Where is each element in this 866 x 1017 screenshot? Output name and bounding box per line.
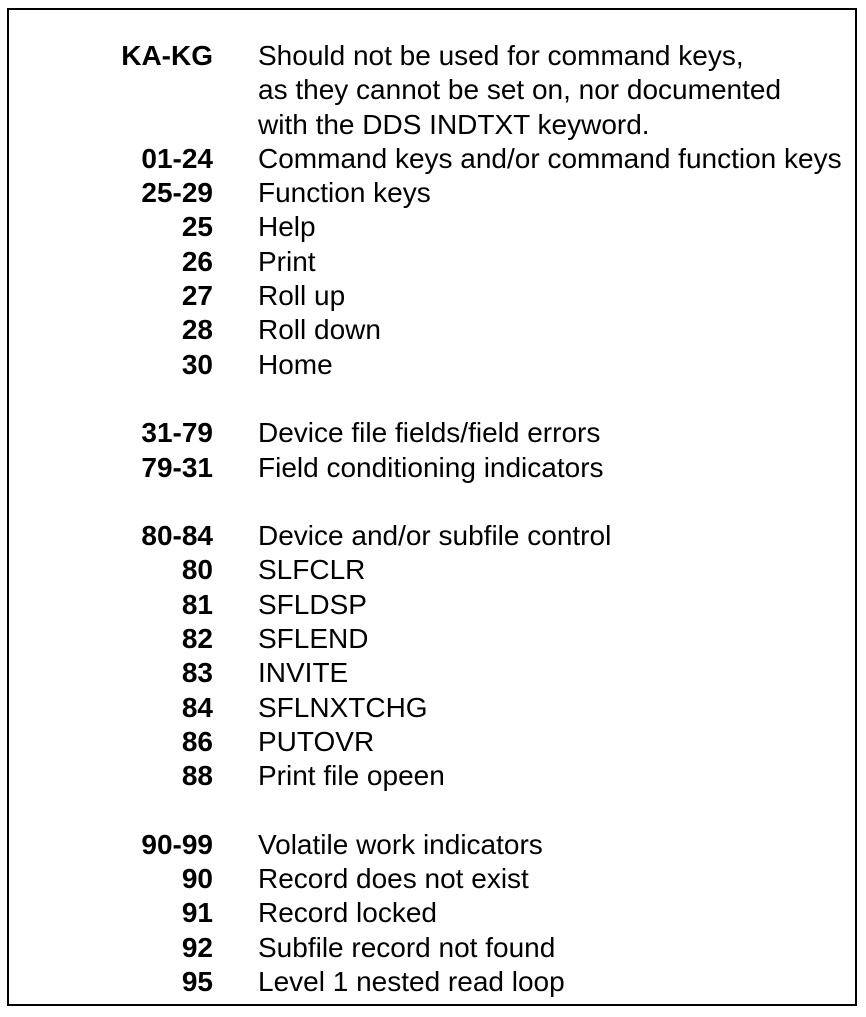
indicator-code: 80-84 <box>141 520 213 552</box>
indicator-row <box>0 313 866 347</box>
indicator-code <box>0 382 213 416</box>
indicator-description: SLFCLR <box>258 554 366 586</box>
indicator-code: 84 <box>181 691 213 723</box>
indicator-code: 90 <box>181 863 213 895</box>
indicator-row <box>0 176 866 210</box>
indicator-row <box>0 691 866 725</box>
indicator-code: 88 <box>181 760 213 792</box>
indicator-description: Help <box>258 211 316 243</box>
indicator-row <box>0 725 866 759</box>
indicator-code <box>0 794 213 828</box>
indicator-row <box>0 416 866 450</box>
indicator-description: SFLEND <box>258 623 369 655</box>
indicator-description: Record does not exist <box>258 863 529 895</box>
indicator-description: Should not be used for command keys, <box>258 40 744 71</box>
indicator-code: 86 <box>181 725 213 757</box>
indicator-row <box>0 588 866 622</box>
indicator-code: 25 <box>181 211 213 243</box>
indicator-description: SFLDSP <box>258 588 367 620</box>
indicator-description: Level 1 nested read loop <box>258 966 565 998</box>
indicator-code: 92 <box>181 931 213 963</box>
indicator-code: 30 <box>181 348 213 380</box>
indicator-description: with the DDS INDTXT keyword. <box>258 108 650 140</box>
indicator-row <box>0 828 866 862</box>
indicator-row <box>0 519 866 553</box>
indicator-row <box>0 896 866 930</box>
spacer-row <box>0 794 866 828</box>
indicator-code: 31-79 <box>141 417 213 449</box>
indicator-description <box>213 794 258 828</box>
indicator-row <box>0 39 866 73</box>
indicator-code: 80 <box>181 554 213 586</box>
indicator-description: Device file fields/field errors <box>258 417 601 449</box>
indicator-code: 27 <box>181 280 213 312</box>
indicator-code: 79-31 <box>141 451 213 483</box>
indicator-row <box>0 931 866 965</box>
indicator-code: 83 <box>181 657 213 689</box>
indicator-description: as they cannot be set on, nor documented <box>258 74 782 106</box>
spacer-row <box>0 382 866 416</box>
indicator-code: 01-24 <box>141 142 213 174</box>
indicator-code <box>0 108 213 142</box>
indicator-code <box>0 73 213 107</box>
indicator-row <box>0 622 866 656</box>
indicator-code: 28 <box>181 314 213 346</box>
indicator-row <box>0 451 866 485</box>
indicator-code: 25-29 <box>141 177 213 209</box>
indicator-description: Command keys and/or command function keys <box>258 142 842 174</box>
indicator-code: 91 <box>181 897 213 929</box>
indicator-row <box>0 210 866 244</box>
indicator-description: Print <box>258 245 316 277</box>
indicator-description: Device and/or subfile control <box>258 520 612 552</box>
indicator-description: Roll down <box>258 314 381 346</box>
indicator-row <box>0 965 866 999</box>
indicator-code: 26 <box>181 245 213 277</box>
indicator-row <box>0 245 866 279</box>
indicator-list <box>0 39 866 999</box>
indicator-description: Home <box>258 348 333 380</box>
indicator-description: PUTOVR <box>258 725 375 757</box>
indicator-description <box>213 382 258 416</box>
indicator-description: Field conditioning indicators <box>258 451 604 483</box>
indicator-code: 90-99 <box>141 828 213 860</box>
indicator-description: Record locked <box>258 897 437 929</box>
indicator-row <box>0 656 866 690</box>
indicator-code: KA-KG <box>121 40 213 71</box>
indicator-code <box>0 485 213 519</box>
indicator-description: Print file opeen <box>258 760 445 792</box>
indicator-description: Subfile record not found <box>258 931 556 963</box>
indicator-row <box>0 553 866 587</box>
indicator-code: 95 <box>181 966 213 998</box>
indicator-row-continuation <box>0 108 866 142</box>
indicator-description: Function keys <box>258 177 431 209</box>
indicator-row <box>0 759 866 793</box>
indicator-description: Roll up <box>258 280 346 312</box>
indicator-description: INVITE <box>258 657 349 689</box>
indicator-description <box>213 485 258 519</box>
indicator-row-continuation <box>0 73 866 107</box>
indicator-code: 82 <box>181 623 213 655</box>
indicator-row <box>0 862 866 896</box>
indicator-description: Volatile work indicators <box>258 828 543 860</box>
indicator-description: SFLNXTCHG <box>258 691 428 723</box>
spacer-row <box>0 485 866 519</box>
indicator-row <box>0 279 866 313</box>
indicator-code: 81 <box>181 588 213 620</box>
indicator-row <box>0 348 866 382</box>
indicator-row <box>0 142 866 176</box>
